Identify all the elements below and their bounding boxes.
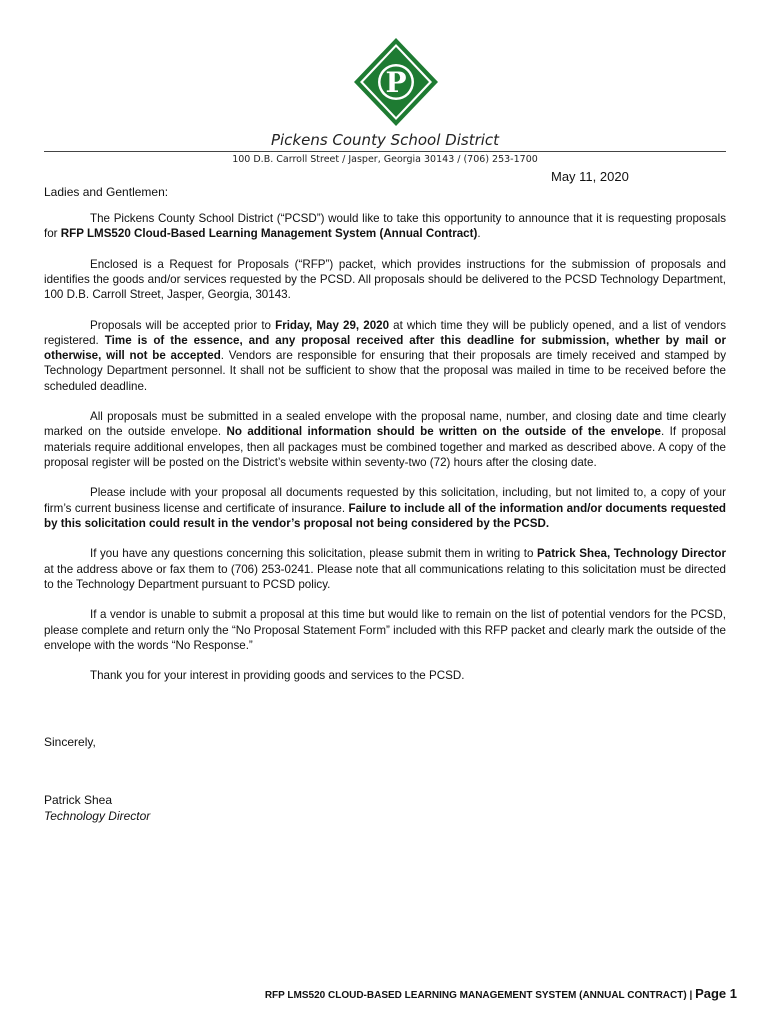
- paragraph-required-documents: Please include with your proposal all documents requested by this solicitation, including, but not limited to, a copy of your firm’s current business license and certificate of insurance. Failure to include all of the information and/or documents requested by this solicitation could result in the vendor’s proposal not being considered by the PCSD.: [44, 486, 726, 530]
- salutation: Ladies and Gentlemen:: [44, 185, 169, 199]
- paragraph-no-proposal: If a vendor is unable to submit a proposal at this time but would like to remain on the list of potential vendors for the PCSD, please complete and return only the “No Proposal Statement Form” included with this RFP packet and clearly mark the outside of the envelope with the words “No Response.”: [44, 608, 726, 652]
- page-footer: [265, 986, 737, 1001]
- paragraph-announcement: The Pickens County School District (“PCSD”) would like to take this opportunity to announce that it is requesting proposals for RFP LMS520 Cloud-Based Learning Management System (Annual Contract).: [44, 212, 726, 241]
- footer-title: RFP LMS520 CLOUD-BASED LEARNING MANAGEMENT SYSTEM (ANNUAL CONTRACT): [264, 990, 687, 1001]
- pickens-diamond-p-logo-icon: [352, 36, 440, 128]
- documents-warning: Failure to include all of the information and/or documents requested by this solicitation could result in the vendor’s proposal not being considered by the PCSD.: [44, 501, 726, 530]
- paragraph-deadline: Proposals will be accepted prior to Friday, May 29, 2020 at which time they will be publicly opened, and a list of vendors registered. Time is of the essence, and any proposal received after this deadline for submission, whether by mail or otherwise, will not be accepted. Vendors are responsible for ensuring that their proposals are timely received and stamped by Technology Department personnel. It shall not be sufficient to show that the proposal was mailed in time to be received before the scheduled deadline.: [44, 318, 726, 393]
- signer-title: Technology Director: [44, 809, 151, 823]
- paragraph-enclosed-rfp: Enclosed is a Request for Proposals (“RFP”) packet, which provides instructions for the submission of proposals and identifies the goods and/or services requested by the PCSD. All proposals should be delivered to the PCSD Technology Department, 100 D.B. Carroll Street, Jasper, Georgia, 30143.: [44, 257, 726, 302]
- deadline-warning: Time is of the essence, and any proposal received after this deadline for submission, whether by mail or otherwise, will not be accepted: [44, 334, 726, 363]
- envelope-warning: No additional information should be written on the outside of the envelope: [226, 425, 661, 439]
- contact-name: Patrick Shea, Technology Director: [537, 547, 726, 561]
- page-number: Page 1: [695, 986, 737, 1001]
- rfp-title: RFP LMS520 Cloud-Based Learning Management System (Annual Contract): [60, 227, 478, 241]
- logo-letter: P: [385, 66, 407, 99]
- district-name: Pickens County School District: [270, 131, 500, 149]
- letter-body: [44, 211, 726, 699]
- letterhead-divider: [44, 151, 726, 152]
- footer-separator: |: [689, 990, 693, 1001]
- deadline-date: Friday, May 29, 2020: [275, 318, 390, 332]
- closing: Sincerely,: [44, 735, 96, 749]
- paragraph-questions: If you have any questions concerning this solicitation, please submit them in writing to Patrick Shea, Technology Director at the address above or fax them to (706) 253-0241. Please note that all communications relating to this solicitation must be directed to the Technology Department pursuant to PCSD policy.: [44, 547, 726, 591]
- paragraph-sealed-envelope: All proposals must be submitted in a sealed envelope with the proposal name, number, and closing date and time clearly marked on the outside envelope. No additional information should be written on the outside of the envelope. If proposal materials require additional envelopes, then all packages must be combined together and marked as described above. A copy of the proposal register will be posted on the District’s website within seventy-two (72) hours after the closing date.: [44, 410, 726, 469]
- district-address: 100 D.B. Carroll Street / Jasper, Georgia 30143 / (706) 253-1700: [232, 154, 538, 165]
- signer-name: Patrick Shea: [44, 793, 113, 807]
- letter-date: May 11, 2020: [551, 169, 629, 184]
- paragraph-thanks: Thank you for your interest in providing goods and services to the PCSD.: [90, 669, 465, 683]
